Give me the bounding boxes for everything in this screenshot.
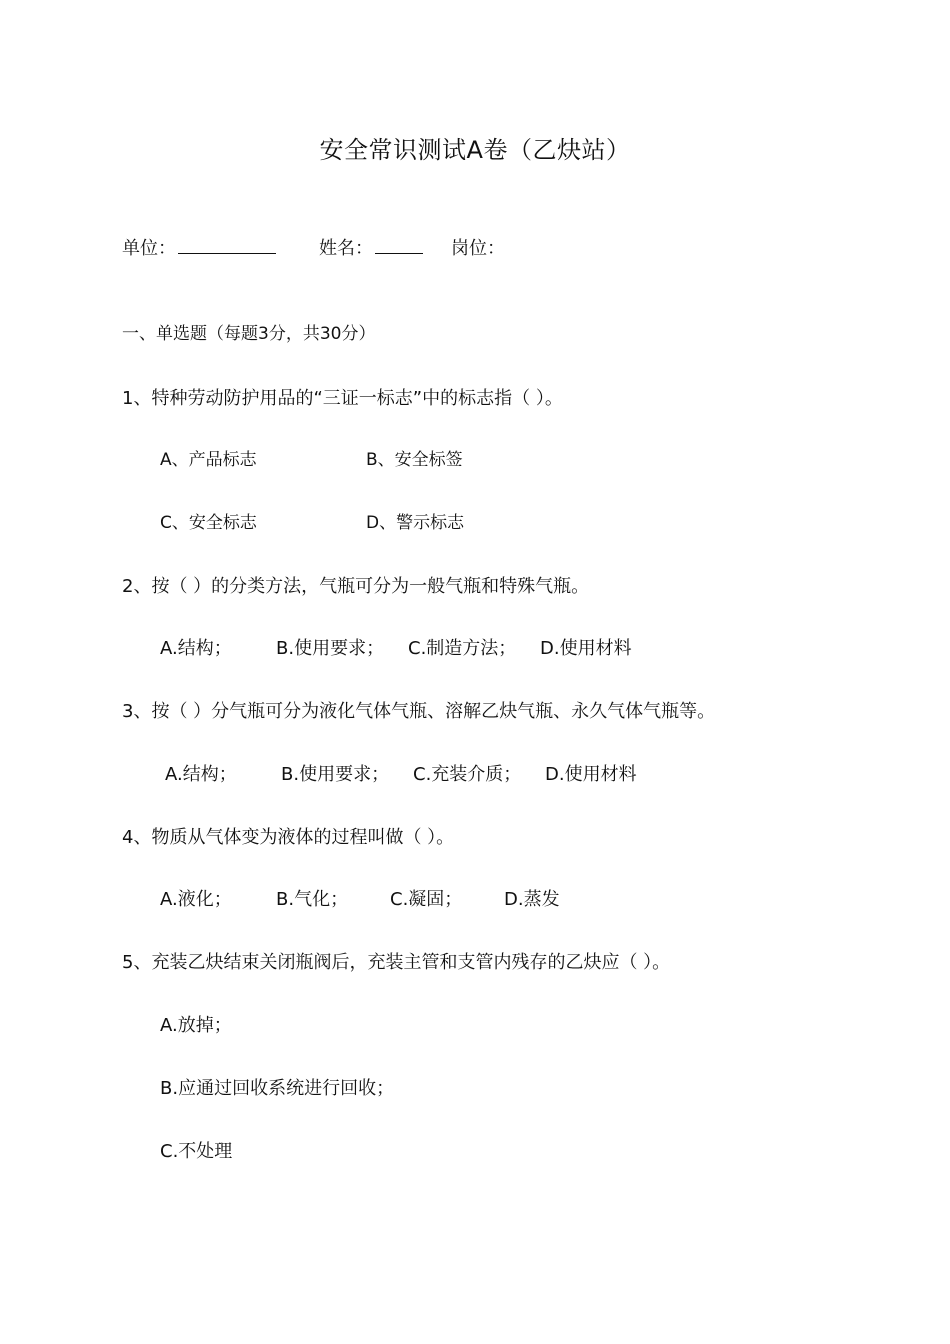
q3-option-b[interactable]: B.使用要求； [281, 764, 390, 785]
q3-option-a[interactable]: A.结构； [165, 764, 237, 785]
q1-option-d[interactable]: D、警示标志 [366, 513, 465, 533]
section-heading: 一、单选题（每题3分，共30分） [122, 324, 376, 344]
post-field [451, 240, 505, 258]
unit-blank[interactable] [178, 252, 276, 254]
q2-option-c[interactable]: C.制造方法； [408, 638, 517, 659]
q5-option-a[interactable]: A.放掉； [160, 1015, 232, 1036]
question-4-stem: 4、物质从气体变为液体的过程叫做（ ）。 [122, 827, 455, 848]
q5-option-b[interactable]: B.应通过回收系统进行回收； [160, 1078, 395, 1099]
q3-option-d[interactable]: D.使用材料 [545, 764, 637, 785]
name-blank[interactable] [375, 252, 423, 254]
unit-field [122, 240, 276, 258]
q4-option-d[interactable]: D.蒸发 [504, 889, 560, 910]
post-label: 岗位： [451, 238, 505, 259]
q1-option-c[interactable]: C、安全标志 [160, 513, 257, 533]
name-field [319, 240, 423, 258]
q1-option-a[interactable]: A、产品标志 [160, 450, 257, 470]
question-3-stem: 3、按（ ）分气瓶可分为液化气体气瓶、溶解乙炔气瓶、永久气体气瓶等。 [122, 701, 716, 722]
name-label: 姓名： [319, 238, 373, 259]
question-2-stem: 2、按（ ）的分类方法，气瓶可分为一般气瓶和特殊气瓶。 [122, 576, 590, 597]
q2-option-d[interactable]: D.使用材料 [540, 638, 632, 659]
question-5-stem: 5、充装乙炔结束关闭瓶阀后，充装主管和支管内残存的乙炔应（ ）。 [122, 952, 671, 973]
q4-option-c[interactable]: C.凝固； [390, 889, 463, 910]
q1-option-b[interactable]: B、安全标签 [366, 450, 463, 470]
q2-option-a[interactable]: A.结构； [160, 638, 232, 659]
q3-option-c[interactable]: C.充装介质； [413, 764, 522, 785]
q4-option-b[interactable]: B.气化； [276, 889, 349, 910]
unit-label: 单位： [122, 238, 176, 259]
q5-option-c[interactable]: C.不处理 [160, 1141, 233, 1162]
question-1-stem: 1、特种劳动防护用品的“三证一标志”中的标志指（ ）。 [122, 388, 563, 409]
page-title: 安全常识测试A卷（乙炔站） [319, 136, 631, 164]
q2-option-b[interactable]: B.使用要求； [276, 638, 385, 659]
q4-option-a[interactable]: A.液化； [160, 889, 232, 910]
